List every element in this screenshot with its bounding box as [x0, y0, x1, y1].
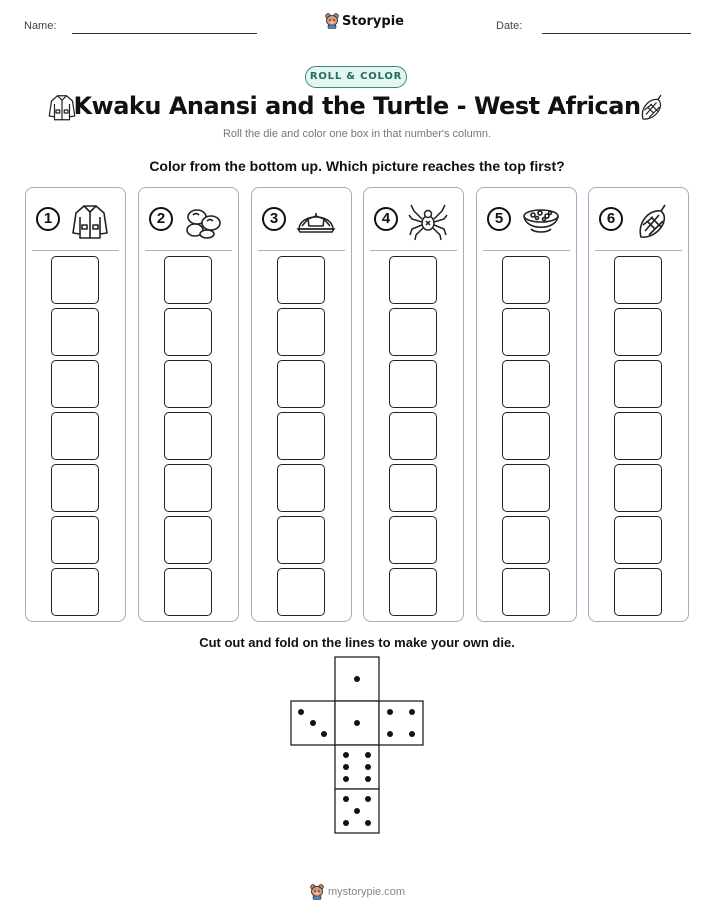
spider-icon	[408, 201, 448, 241]
color-box[interactable]	[51, 568, 99, 616]
column-divider	[145, 250, 232, 251]
pinecone-icon	[637, 92, 667, 122]
date-line[interactable]	[542, 33, 691, 34]
color-box[interactable]	[164, 464, 212, 512]
color-box[interactable]	[614, 516, 662, 564]
roll-color-badge: ROLL & COLOR	[305, 66, 407, 88]
column-divider	[32, 250, 119, 251]
die-net	[290, 656, 426, 836]
color-box[interactable]	[389, 568, 437, 616]
color-box[interactable]	[277, 256, 325, 304]
color-box[interactable]	[51, 360, 99, 408]
color-box[interactable]	[164, 516, 212, 564]
color-box[interactable]	[614, 568, 662, 616]
color-box[interactable]	[614, 256, 662, 304]
soup-bowl-icon	[521, 201, 561, 241]
column-5	[476, 187, 577, 622]
mascot-icon	[325, 13, 339, 29]
column-header	[477, 188, 576, 250]
turtle-shell-icon	[296, 201, 336, 241]
color-box[interactable]	[164, 256, 212, 304]
color-box[interactable]	[51, 256, 99, 304]
color-box[interactable]	[277, 464, 325, 512]
color-box[interactable]	[389, 256, 437, 304]
rocks-icon	[183, 201, 223, 241]
column-header	[139, 188, 238, 250]
color-box[interactable]	[614, 308, 662, 356]
cut-instruction: Cut out and fold on the lines to make your own die.	[199, 635, 515, 650]
subtitle: Roll the die and color one box in that number's column.	[222, 128, 492, 140]
color-box[interactable]	[51, 464, 99, 512]
color-box[interactable]	[164, 308, 212, 356]
color-box[interactable]	[389, 412, 437, 460]
color-box[interactable]	[164, 360, 212, 408]
footer-url: mystorypie.com	[328, 886, 406, 898]
brand-logo	[325, 13, 404, 29]
color-box[interactable]	[164, 412, 212, 460]
instruction: Color from the bottom up. Which picture reaches the top first?	[149, 158, 565, 174]
column-2	[138, 187, 239, 622]
color-box[interactable]	[389, 360, 437, 408]
color-box[interactable]	[614, 412, 662, 460]
color-box[interactable]	[277, 568, 325, 616]
column-6	[588, 187, 689, 622]
column-number: 5	[487, 207, 511, 231]
name-line[interactable]	[72, 33, 257, 34]
column-divider	[370, 250, 457, 251]
color-box[interactable]	[502, 412, 550, 460]
die-face-6	[335, 745, 379, 789]
color-box[interactable]	[502, 360, 550, 408]
column-4	[363, 187, 464, 622]
name-label: Name:	[24, 20, 57, 32]
column-header	[364, 188, 463, 250]
column-number: 3	[262, 207, 286, 231]
color-box[interactable]	[502, 308, 550, 356]
page-title: Kwaku Anansi and the Turtle - West African	[73, 92, 641, 120]
column-3	[251, 187, 352, 622]
column-1	[25, 187, 126, 622]
color-box[interactable]	[277, 360, 325, 408]
color-box[interactable]	[614, 360, 662, 408]
column-number: 6	[599, 207, 623, 231]
column-divider	[483, 250, 570, 251]
color-box[interactable]	[277, 308, 325, 356]
column-number: 2	[149, 207, 173, 231]
color-box[interactable]	[502, 516, 550, 564]
column-header	[589, 188, 688, 250]
brand-name: Storypie	[342, 13, 404, 29]
die-face-4	[379, 701, 423, 745]
footer	[310, 884, 405, 900]
column-number: 1	[36, 207, 60, 231]
pinecone-icon	[633, 201, 673, 241]
color-box[interactable]	[389, 516, 437, 564]
date-label: Date:	[496, 20, 523, 32]
color-box[interactable]	[502, 568, 550, 616]
color-box[interactable]	[51, 308, 99, 356]
color-box[interactable]	[502, 256, 550, 304]
column-header	[252, 188, 351, 250]
color-box[interactable]	[164, 568, 212, 616]
column-number: 4	[374, 207, 398, 231]
color-box[interactable]	[277, 412, 325, 460]
color-box[interactable]	[614, 464, 662, 512]
color-box[interactable]	[502, 464, 550, 512]
mascot-icon	[310, 884, 324, 900]
coat-icon	[70, 201, 110, 241]
column-divider	[258, 250, 345, 251]
color-box[interactable]	[51, 516, 99, 564]
color-box[interactable]	[389, 464, 437, 512]
column-header	[26, 188, 125, 250]
column-divider	[595, 250, 682, 251]
color-box[interactable]	[51, 412, 99, 460]
color-box[interactable]	[389, 308, 437, 356]
color-box[interactable]	[277, 516, 325, 564]
